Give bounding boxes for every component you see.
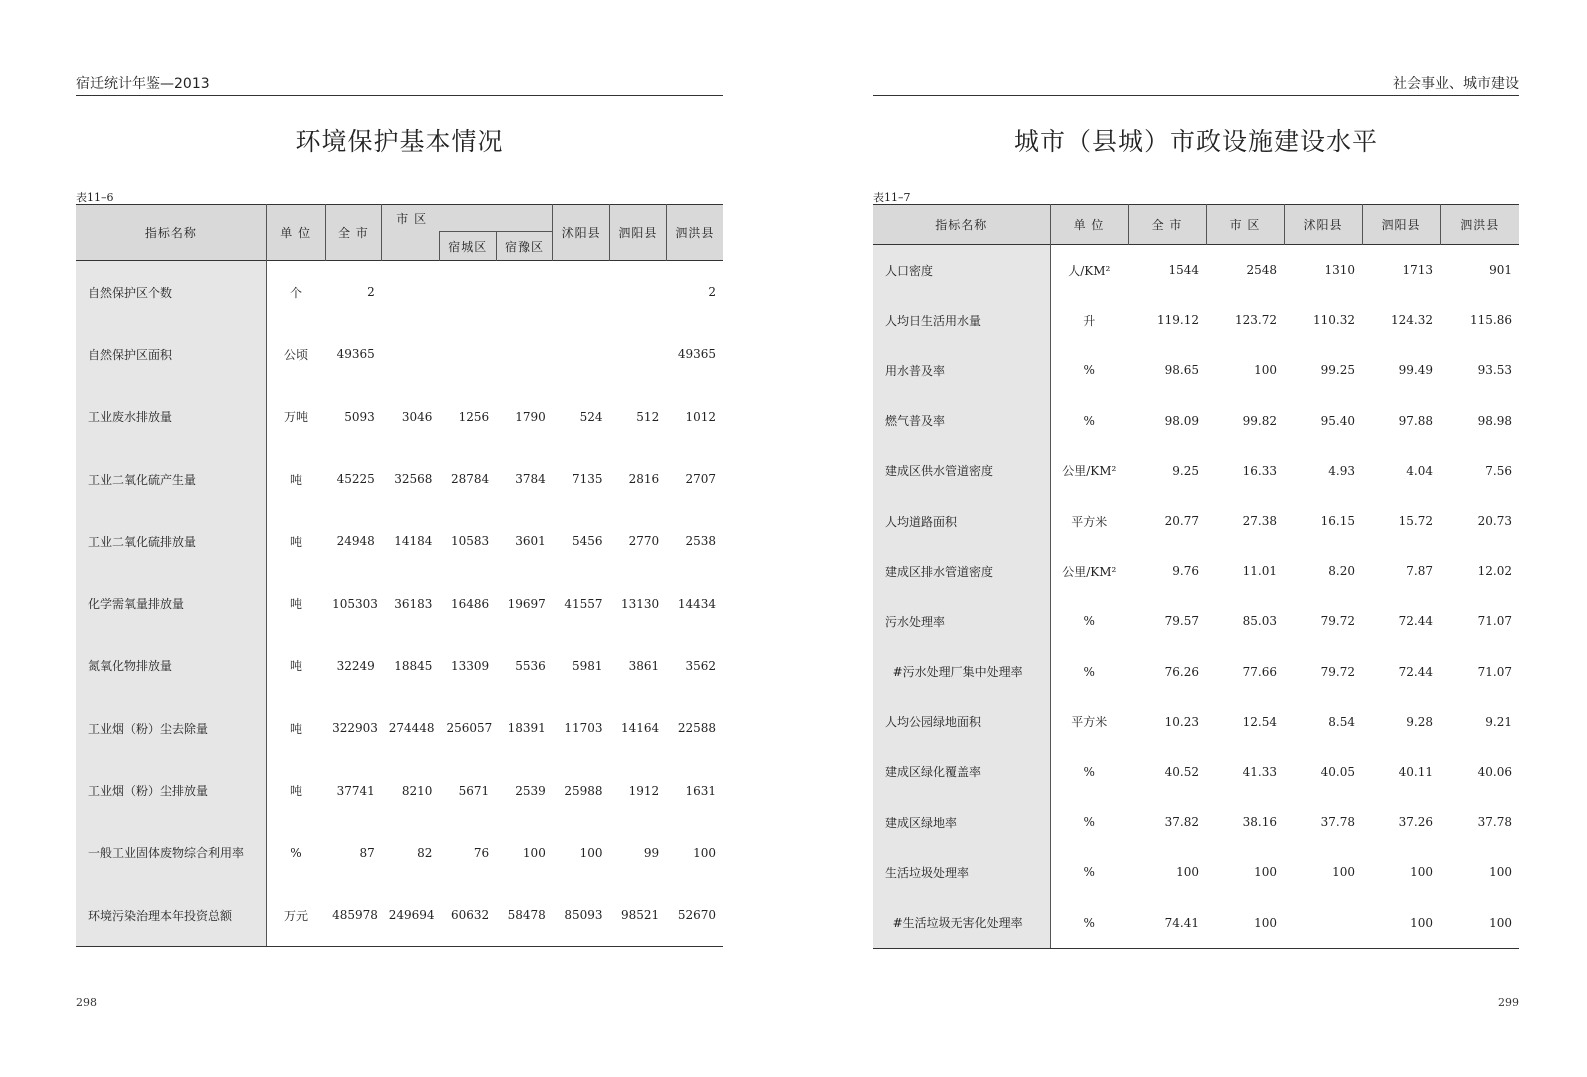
- row-value: 105303: [332, 596, 378, 611]
- row-value: 20.73: [1477, 514, 1512, 529]
- row-unit: 吨: [289, 784, 302, 799]
- row-value: 87: [359, 845, 375, 860]
- row-indicator-name: 工业烟（粉）尘排放量: [76, 759, 266, 821]
- row-value: [439, 261, 496, 324]
- row-value: [553, 323, 610, 385]
- table-row: [76, 635, 723, 697]
- header-shuyang: 沭阳县: [553, 205, 610, 261]
- row-value: 99: [643, 845, 660, 860]
- row-value: 524: [579, 409, 603, 424]
- row-unit: %: [290, 845, 302, 860]
- row-value: 5093: [344, 409, 375, 424]
- row-value: 5981: [571, 658, 603, 673]
- row-indicator-name: 燃气普及率: [873, 396, 1050, 446]
- row-value: 98.98: [1477, 413, 1512, 428]
- row-value: 76: [473, 845, 490, 860]
- row-value: 322903: [332, 721, 378, 736]
- row-indicator-name: 污水处理率: [873, 596, 1050, 646]
- row-value: 16.15: [1320, 514, 1355, 529]
- row-value: 18845: [394, 658, 433, 673]
- table-row: [873, 496, 1519, 546]
- row-value: 100: [1362, 897, 1440, 948]
- row-value: 9.76: [1172, 564, 1199, 579]
- row-value: 100: [1410, 865, 1433, 880]
- row-value: 100: [1206, 897, 1284, 948]
- row-indicator-name: 氮氧化物排放量: [76, 635, 266, 697]
- row-value: 49365: [677, 347, 716, 362]
- row-value: 16.33: [1242, 463, 1277, 478]
- table-number-left: 表11–6: [76, 191, 114, 204]
- row-unit: 公顷: [283, 347, 308, 362]
- row-value: 24948: [336, 534, 375, 549]
- row-value: 10583: [450, 534, 490, 549]
- row-value: 37.78: [1477, 815, 1512, 830]
- row-indicator-name: 人均日生活用水量: [873, 295, 1050, 345]
- header-indicator: 指标名称: [873, 205, 1050, 245]
- row-unit: 平方米: [1071, 514, 1108, 529]
- row-value: 41557: [564, 596, 603, 611]
- table-row: [873, 345, 1519, 395]
- row-value: 2538: [685, 534, 716, 549]
- header-indicator: 指标名称: [76, 205, 266, 261]
- row-value: 100: [1254, 363, 1277, 378]
- row-value: 2707: [685, 472, 716, 487]
- row-value: 115.86: [1470, 313, 1512, 328]
- header-sihong: 泗洪县: [1440, 205, 1519, 245]
- row-indicator-name: 人口密度: [873, 245, 1050, 296]
- row-value: 93.53: [1477, 363, 1512, 378]
- row-value: 98.09: [1164, 413, 1199, 428]
- row-indicator-name: 自然保护区个数: [76, 261, 266, 324]
- row-value: 18391: [507, 721, 546, 736]
- row-value: 2: [708, 285, 716, 300]
- table-row: [76, 822, 723, 884]
- row-unit: %: [1083, 614, 1095, 629]
- row-value: 37.78: [1320, 815, 1355, 830]
- table-row: [76, 261, 723, 324]
- row-value: 36183: [394, 596, 433, 611]
- row-unit: 吨: [289, 597, 302, 612]
- row-value: 2770: [628, 534, 660, 549]
- row-value: 1544: [1168, 263, 1199, 278]
- row-unit: %: [1083, 664, 1095, 679]
- row-value: 9.25: [1172, 463, 1199, 478]
- row-value: 1310: [1324, 263, 1355, 278]
- row-value: 5456: [571, 534, 603, 549]
- row-value: 512: [636, 409, 660, 424]
- row-value: 45225: [336, 472, 375, 487]
- row-value: 79.57: [1164, 614, 1199, 629]
- row-value: 76.26: [1164, 664, 1199, 679]
- table-row: [76, 572, 723, 634]
- row-unit: 公里/KM²: [1062, 464, 1117, 479]
- table-row: [873, 396, 1519, 446]
- row-value: 100: [522, 845, 546, 860]
- row-value: [610, 323, 667, 385]
- row-value: 9.21: [1485, 714, 1512, 729]
- row-value: 25988: [564, 783, 603, 798]
- row-value: 11703: [564, 721, 603, 736]
- row-value: 9.28: [1406, 714, 1433, 729]
- table-row: [76, 759, 723, 821]
- row-indicator-name: 工业二氧化硫排放量: [76, 510, 266, 572]
- row-indicator-name: 环境污染治理本年投资总额: [76, 884, 266, 947]
- row-value: 40.05: [1320, 764, 1355, 779]
- row-unit: %: [1083, 865, 1095, 880]
- row-value: 2548: [1246, 263, 1277, 278]
- row-indicator-name: 人均公园绿地面积: [873, 697, 1050, 747]
- row-unit: 个: [289, 285, 302, 300]
- row-indicator-name: 用水普及率: [873, 345, 1050, 395]
- row-indicator-name: 人均道路面积: [873, 496, 1050, 546]
- row-value: 85093: [553, 884, 610, 947]
- row-value: 100: [1440, 897, 1519, 948]
- running-head-right: 社会事业、城市建设: [873, 75, 1519, 96]
- row-indicator-name: 生活垃圾处理率: [873, 847, 1050, 897]
- row-value: 22588: [677, 721, 716, 736]
- table-row: [873, 446, 1519, 496]
- row-value: 77.66: [1242, 664, 1277, 679]
- row-indicator-name: 工业废水排放量: [76, 386, 266, 448]
- row-value: 256057: [446, 721, 493, 736]
- table-row: [76, 884, 723, 947]
- row-value: 7.87: [1406, 564, 1433, 579]
- row-value: 40.11: [1398, 764, 1433, 779]
- page-number-right: 299: [1498, 996, 1519, 1009]
- row-value: 85.03: [1242, 614, 1277, 629]
- row-value: 5536: [515, 658, 546, 673]
- table-row: [76, 386, 723, 448]
- row-value: 124.32: [1391, 313, 1433, 328]
- header-unit: 单 位: [1050, 205, 1128, 245]
- table-row: [76, 510, 723, 572]
- row-value: 100: [579, 845, 603, 860]
- row-indicator-name: #生活垃圾无害化处理率: [873, 897, 1050, 948]
- header-shuyang: 沭阳县: [1284, 205, 1362, 245]
- row-value: 119.12: [1157, 313, 1199, 328]
- header-total: 全 市: [325, 205, 382, 261]
- row-indicator-name: 建成区供水管道密度: [873, 446, 1050, 496]
- row-value: 1256: [458, 409, 490, 424]
- row-unit: 公里/KM²: [1062, 564, 1117, 579]
- row-value: 99.82: [1242, 413, 1277, 428]
- header-urban: 市 区: [1206, 205, 1284, 245]
- row-value: 58478: [496, 884, 553, 947]
- table-row: [873, 797, 1519, 847]
- row-value: 72.44: [1398, 614, 1433, 629]
- row-value: 1912: [628, 783, 660, 798]
- row-value: 79.72: [1320, 614, 1355, 629]
- row-indicator-name: 建成区绿地率: [873, 797, 1050, 847]
- row-value: 7.56: [1485, 463, 1512, 478]
- header-urban: 市 区: [382, 205, 553, 232]
- environment-table: [76, 204, 723, 947]
- row-value: 4.04: [1406, 463, 1433, 478]
- table-row: [76, 323, 723, 385]
- row-unit: %: [1083, 363, 1095, 378]
- row-value: 100: [693, 845, 716, 860]
- row-unit: 平方米: [1071, 715, 1108, 730]
- row-unit: %: [1083, 815, 1095, 830]
- table-number-right: 表11–7: [873, 191, 911, 204]
- row-value: 3562: [685, 658, 716, 673]
- row-value: 37.26: [1398, 815, 1433, 830]
- page-title-right: 城市（县城）市政设施建设水平: [1013, 127, 1378, 156]
- row-value: 11.01: [1242, 564, 1277, 579]
- row-value: 249694: [382, 884, 440, 947]
- row-unit: 吨: [289, 659, 302, 674]
- row-value: 49365: [336, 347, 375, 362]
- row-unit: 吨: [289, 472, 302, 487]
- row-value: 3784: [515, 472, 546, 487]
- row-value: 12.54: [1242, 714, 1277, 729]
- row-unit: %: [1050, 897, 1128, 948]
- row-indicator-name: 化学需氧量排放量: [76, 572, 266, 634]
- row-value: 2: [367, 285, 375, 300]
- row-indicator-name: #污水处理厂集中处理率: [873, 647, 1050, 697]
- row-value: 14184: [394, 534, 433, 549]
- row-indicator-name: 自然保护区面积: [76, 323, 266, 385]
- row-unit: 万元: [266, 884, 325, 947]
- header-siyang: 泗阳县: [610, 205, 667, 261]
- row-value: 79.72: [1320, 664, 1355, 679]
- row-value: 71.07: [1477, 664, 1512, 679]
- row-value: [610, 261, 667, 324]
- row-indicator-name: 工业烟（粉）尘去除量: [76, 697, 266, 759]
- table-row: [76, 448, 723, 510]
- row-value: 32568: [394, 472, 433, 487]
- row-value: 1012: [685, 409, 716, 424]
- row-value: 72.44: [1398, 664, 1433, 679]
- table-row: [873, 647, 1519, 697]
- row-unit: 吨: [289, 534, 302, 549]
- row-value: 100: [1254, 865, 1277, 880]
- row-value: 20.77: [1164, 514, 1199, 529]
- row-value: 40.06: [1477, 764, 1512, 779]
- row-value: 60632: [439, 884, 496, 947]
- row-unit: 升: [1083, 313, 1096, 328]
- row-value: 52670: [666, 884, 723, 947]
- row-value: 32249: [336, 658, 375, 673]
- header-unit: 单 位: [266, 205, 325, 261]
- row-indicator-name: 建成区绿化覆盖率: [873, 747, 1050, 797]
- row-indicator-name: 一般工业固体废物综合利用率: [76, 822, 266, 884]
- row-unit: %: [1083, 764, 1095, 779]
- row-value: 38.16: [1242, 815, 1277, 830]
- row-value: 1631: [685, 783, 716, 798]
- row-value: 1790: [515, 409, 546, 424]
- table-row: [873, 697, 1519, 747]
- row-value: [382, 323, 440, 385]
- row-value: 12.02: [1477, 564, 1512, 579]
- header-sihong: 泗洪县: [666, 205, 723, 261]
- row-value: 95.40: [1320, 413, 1355, 428]
- row-unit: 吨: [289, 721, 302, 736]
- table-row: [873, 747, 1519, 797]
- left-page: [76, 0, 723, 1077]
- row-value: 8.54: [1328, 714, 1355, 729]
- row-value: 10.23: [1164, 714, 1199, 729]
- row-value: 13130: [621, 596, 660, 611]
- row-value: 16486: [450, 596, 490, 611]
- row-value: 71.07: [1477, 614, 1512, 629]
- row-value: 2816: [628, 472, 660, 487]
- row-value: 40.52: [1164, 764, 1199, 779]
- header-suyu: 宿豫区: [496, 232, 553, 261]
- row-unit: 万吨: [283, 410, 308, 425]
- row-value: 15.72: [1398, 514, 1433, 529]
- row-value: 28784: [450, 472, 490, 487]
- header-siyang: 泗阳县: [1362, 205, 1440, 245]
- row-value: 3046: [401, 409, 433, 424]
- row-value: 27.38: [1242, 514, 1277, 529]
- row-value: 37741: [336, 783, 375, 798]
- page-title-left: 环境保护基本情况: [295, 127, 504, 156]
- table-row: [76, 697, 723, 759]
- row-value: 485978: [325, 884, 382, 947]
- page-number-left: 298: [76, 996, 97, 1009]
- row-value: 7135: [571, 472, 603, 487]
- row-value: 8210: [401, 783, 433, 798]
- row-value: 14434: [677, 596, 716, 611]
- row-value: 100: [1176, 865, 1199, 880]
- table-row: [873, 847, 1519, 897]
- row-value: 14164: [621, 721, 660, 736]
- municipal-facilities-table: [873, 204, 1519, 949]
- row-value: 5671: [458, 783, 490, 798]
- row-value: 1713: [1402, 263, 1433, 278]
- row-value: 2539: [515, 783, 546, 798]
- row-unit: 人/KM²: [1068, 263, 1111, 278]
- row-value: 3861: [628, 658, 660, 673]
- row-value: 98.65: [1164, 363, 1199, 378]
- row-value: 41.33: [1242, 764, 1277, 779]
- row-value: 82: [417, 845, 433, 860]
- row-value: 74.41: [1128, 897, 1206, 948]
- row-value: 19697: [507, 596, 546, 611]
- row-value: 110.32: [1313, 313, 1355, 328]
- row-value: 274448: [388, 721, 435, 736]
- row-value: 4.93: [1328, 463, 1355, 478]
- row-value: [553, 261, 610, 324]
- row-value: 3601: [515, 534, 546, 549]
- row-value: [496, 261, 553, 324]
- row-value: 99.49: [1398, 363, 1433, 378]
- row-value: 8.20: [1328, 564, 1355, 579]
- table-row: [873, 897, 1519, 948]
- running-head-left: 宿迁统计年鉴—2013: [76, 75, 723, 96]
- row-value: 13309: [450, 658, 490, 673]
- table-row: [873, 546, 1519, 596]
- row-value: 100: [1489, 865, 1512, 880]
- row-value: 97.88: [1398, 413, 1433, 428]
- table-row: [873, 295, 1519, 345]
- row-value: 99.25: [1320, 363, 1355, 378]
- row-value: 37.82: [1164, 815, 1199, 830]
- header-total: 全 市: [1128, 205, 1206, 245]
- row-unit: %: [1083, 413, 1095, 428]
- table-row: [873, 245, 1519, 296]
- table-row: [873, 596, 1519, 646]
- row-value: 98521: [610, 884, 667, 947]
- row-value: [439, 323, 496, 385]
- row-indicator-name: 工业二氧化硫产生量: [76, 448, 266, 510]
- right-page: [873, 0, 1519, 1077]
- row-value: 901: [1489, 263, 1512, 278]
- row-value: [382, 261, 440, 324]
- header-sucheng: 宿城区: [439, 232, 496, 261]
- row-indicator-name: 建成区排水管道密度: [873, 546, 1050, 596]
- row-value: [1284, 897, 1362, 948]
- row-value: 123.72: [1235, 313, 1277, 328]
- row-value: 100: [1332, 865, 1355, 880]
- row-value: [496, 323, 553, 385]
